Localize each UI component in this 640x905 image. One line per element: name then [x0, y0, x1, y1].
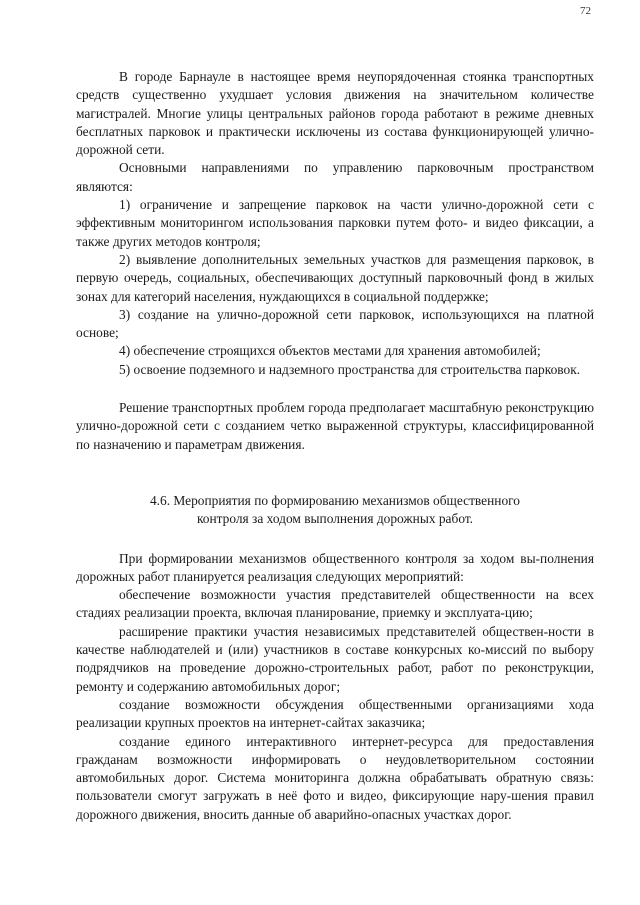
list-item: обеспечение возможности участия представителей общественности на всех стадиях реализации проекта, включая планирование, приемку и эксплуата-цию; [76, 587, 594, 621]
section-parking [76, 68, 594, 454]
paragraph: В городе Барнауле в настоящее время неупорядоченная стоянка транспортных средств существенно ухудшает условия движения на значительном количестве магистралей. Многие улицы центральных районов города работают в режиме дневных бесплатных парковок и практически исключены из состава функционирующей улично-дорожной сети. [76, 69, 594, 158]
list-item: расширение практики участия независимых представителей обществен-ности в качестве наблюдателей и (или) участников в составе конкурсных ко-миссий по выбору подрядчиков на проведение дорожно-строительных работ, работ по реконструкции, ремонту и содержанию автомобильных дорог; [76, 623, 594, 694]
page-number: 72 [580, 5, 591, 17]
list-item: 3) создание на улично-дорожной сети парковок, использующихся на платной основе; [76, 306, 594, 341]
list-item: 2) выявление дополнительных земельных участков для размещения парковок, в первую очередь, социальных, обеспечивающих доступный парковочный фонд в жилых зонах для категорий населения, нуждающихся в социальной поддержке; [76, 251, 594, 304]
paragraph: Решение транспортных проблем города предполагает масштабную реконструкцию улично-дорожной сети с созданием четко выраженной структуры, классифицированной по назначению и параметрам движения. [76, 400, 594, 452]
spacer [76, 379, 594, 399]
list-item: создание единого интерактивного интернет-ресурса для предоставления гражданам возможности информировать о неудовлетворительном состоянии автомобильных дорог. Система мониторинга должна обрабатывать обратную связь: пользователи смогут загружать в неё фото и видео, фиксирующие нару-шения правил дорожного движения, вносить данные об аварийно-опасных участках дорог. [76, 733, 594, 822]
list-item: создание возможности обсуждения общественными организациями хода реализации крупных проектов на интернет-сайтах заказчика; [76, 696, 594, 731]
list-item: 4) обеспечение строящихся объектов местами для хранения автомобилей; [119, 343, 541, 359]
section-public-control [76, 550, 594, 824]
section-heading-line: контроля за ходом выполнения дорожных работ. [196, 511, 474, 527]
list-item: 1) ограничение и запрещение парковок на части улично-дорожной сети с эффективным мониторингом использования парковки путем фото- и видео фиксации, а также других методов контроля; [76, 197, 594, 249]
paragraph: Основными направлениями по управлению парковочным пространством являются: [76, 160, 594, 194]
paragraph: При формировании механизмов общественного контроля за ходом вы-полнения дорожных работ планируется реализация следующих мероприятий: [76, 550, 594, 584]
section-heading-line: 4.6. Мероприятия по формированию механизмов общественного [149, 492, 521, 508]
document-body [76, 68, 594, 824]
spacer [76, 454, 594, 492]
spacer [76, 529, 594, 550]
list-item: 5) освоение подземного и надземного пространства для строительства парковок. [119, 361, 581, 377]
section-heading [76, 492, 594, 529]
